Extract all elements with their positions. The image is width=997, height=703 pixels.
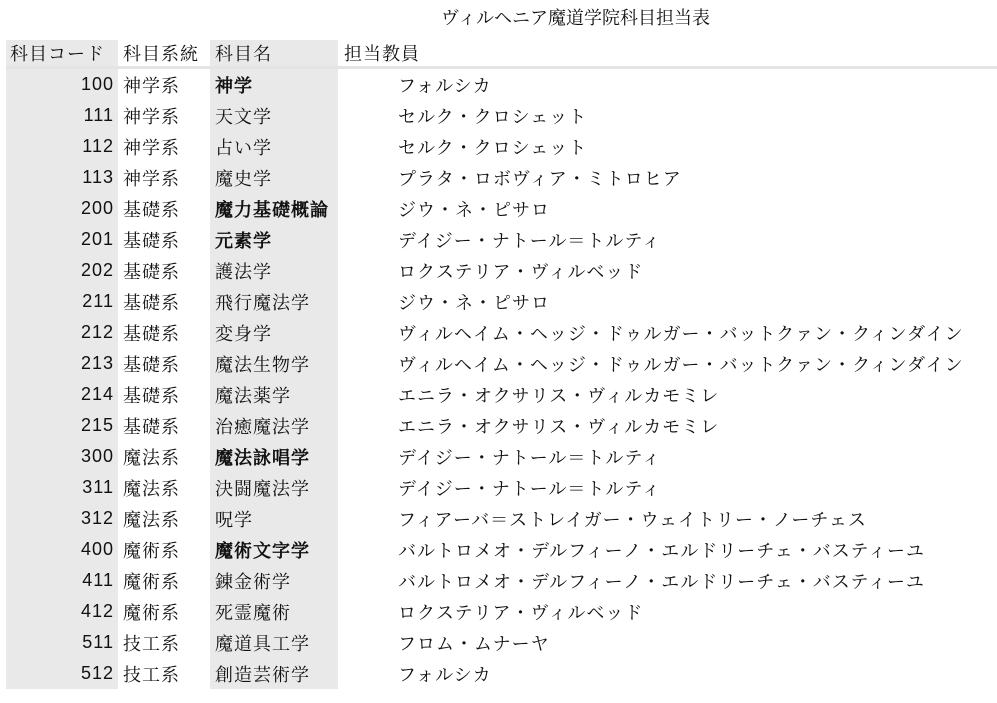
subject-category-cell: 魔法系	[118, 503, 210, 534]
subject-category-cell: 基礎系	[118, 317, 210, 348]
teacher-name-cell: ジウ・ネ・ピサロ	[338, 193, 997, 224]
column-header-category: 科目系統	[118, 40, 210, 68]
subject-category-cell: 技工系	[118, 627, 210, 658]
table-row	[6, 410, 997, 441]
table-row	[6, 441, 997, 472]
subject-name-cell: 魔術文字学	[210, 534, 338, 565]
subject-name-cell: 飛行魔法学	[210, 286, 338, 317]
subject-category-cell: 基礎系	[118, 379, 210, 410]
table-row	[6, 658, 997, 689]
subject-name-cell: 錬金術学	[210, 565, 338, 596]
subject-code-cell: 215	[6, 410, 118, 441]
subject-name-cell: 護法学	[210, 255, 338, 286]
teacher-name-cell: フォルシカ	[338, 68, 997, 101]
subject-category-cell: 基礎系	[118, 348, 210, 379]
subject-category-cell: 神学系	[118, 162, 210, 193]
subject-name-cell: 変身学	[210, 317, 338, 348]
table-row	[6, 503, 997, 534]
subject-code-cell: 111	[6, 100, 118, 131]
teacher-name-cell: ヴィルヘイム・ヘッジ・ドゥルガー・バットクァン・クィンダイン	[338, 348, 997, 379]
teacher-name-cell: デイジー・ナトール＝トルティ	[338, 472, 997, 503]
subject-name-cell: 魔法生物学	[210, 348, 338, 379]
table-row	[6, 596, 997, 627]
table-row	[6, 348, 997, 379]
subject-code-cell: 112	[6, 131, 118, 162]
subject-code-cell: 311	[6, 472, 118, 503]
subject-code-cell: 213	[6, 348, 118, 379]
subject-code-cell: 200	[6, 193, 118, 224]
teacher-name-cell: デイジー・ナトール＝トルティ	[338, 441, 997, 472]
subject-category-cell: 基礎系	[118, 410, 210, 441]
teacher-name-cell: フィアーバ＝ストレイガー・ウェイトリー・ノーチェス	[338, 503, 997, 534]
subject-name-cell: 決闘魔法学	[210, 472, 338, 503]
subject-code-cell: 211	[6, 286, 118, 317]
subject-name-cell: 魔道具工学	[210, 627, 338, 658]
subject-assignment-table	[6, 40, 997, 689]
teacher-name-cell: フォルシカ	[338, 658, 997, 689]
table-row	[6, 224, 997, 255]
table-row	[6, 162, 997, 193]
subject-category-cell: 神学系	[118, 68, 210, 101]
teacher-name-cell: ジウ・ネ・ピサロ	[338, 286, 997, 317]
subject-code-cell: 300	[6, 441, 118, 472]
subject-category-cell: 魔術系	[118, 565, 210, 596]
teacher-name-cell: ロクステリア・ヴィルベッド	[338, 255, 997, 286]
column-header-subject-name: 科目名	[210, 40, 338, 68]
column-header-teacher: 担当教員	[338, 40, 997, 68]
subject-code-cell: 212	[6, 317, 118, 348]
subject-category-cell: 魔術系	[118, 534, 210, 565]
subject-name-cell: 天文学	[210, 100, 338, 131]
subject-name-cell: 神学	[210, 68, 338, 101]
subject-code-cell: 214	[6, 379, 118, 410]
subject-category-cell: 神学系	[118, 100, 210, 131]
teacher-name-cell: デイジー・ナトール＝トルティ	[338, 224, 997, 255]
table-header-row	[6, 40, 997, 68]
subject-code-cell: 100	[6, 68, 118, 101]
column-header-subject-code: 科目コード	[6, 40, 118, 68]
table-row	[6, 534, 997, 565]
table-row	[6, 317, 997, 348]
subject-name-cell: 元素学	[210, 224, 338, 255]
subject-name-cell: 創造芸術学	[210, 658, 338, 689]
teacher-name-cell: ロクステリア・ヴィルベッド	[338, 596, 997, 627]
subject-code-cell: 202	[6, 255, 118, 286]
table-row	[6, 68, 997, 101]
subject-name-cell: 治癒魔法学	[210, 410, 338, 441]
subject-category-cell: 基礎系	[118, 224, 210, 255]
page-title: ヴィルヘニア魔道学院科目担当表	[441, 8, 710, 28]
teacher-name-cell: フロム・ムナーヤ	[338, 627, 997, 658]
subject-code-cell: 113	[6, 162, 118, 193]
teacher-name-cell: バルトロメオ・デルフィーノ・エルドリーチェ・バスティーユ	[338, 565, 997, 596]
table-row	[6, 286, 997, 317]
teacher-name-cell: プラタ・ロボヴィア・ミトロヒア	[338, 162, 997, 193]
subject-name-cell: 占い学	[210, 131, 338, 162]
subject-code-cell: 400	[6, 534, 118, 565]
subject-name-cell: 魔法詠唱学	[210, 441, 338, 472]
table-row	[6, 193, 997, 224]
subject-category-cell: 基礎系	[118, 286, 210, 317]
subject-name-cell: 呪学	[210, 503, 338, 534]
subject-category-cell: 魔術系	[118, 596, 210, 627]
subject-category-cell: 魔法系	[118, 441, 210, 472]
subject-name-cell: 死霊魔術	[210, 596, 338, 627]
subject-category-cell: 魔法系	[118, 472, 210, 503]
teacher-name-cell: ヴィルヘイム・ヘッジ・ドゥルガー・バットクァン・クィンダイン	[338, 317, 997, 348]
subject-category-cell: 基礎系	[118, 255, 210, 286]
subject-name-cell: 魔史学	[210, 162, 338, 193]
table-row	[6, 565, 997, 596]
table-row	[6, 627, 997, 658]
subject-category-cell: 技工系	[118, 658, 210, 689]
table-row	[6, 100, 997, 131]
subject-code-cell: 201	[6, 224, 118, 255]
table-row	[6, 131, 997, 162]
teacher-name-cell: セルク・クロシェット	[338, 100, 997, 131]
subject-category-cell: 基礎系	[118, 193, 210, 224]
teacher-name-cell: エニラ・オクサリス・ヴィルカモミレ	[338, 410, 997, 441]
table-row	[6, 255, 997, 286]
subject-name-cell: 魔法薬学	[210, 379, 338, 410]
table-row	[6, 472, 997, 503]
subject-code-cell: 312	[6, 503, 118, 534]
subject-code-cell: 512	[6, 658, 118, 689]
subject-code-cell: 411	[6, 565, 118, 596]
subject-code-cell: 412	[6, 596, 118, 627]
subject-name-cell: 魔力基礎概論	[210, 193, 338, 224]
subject-category-cell: 神学系	[118, 131, 210, 162]
teacher-name-cell: バルトロメオ・デルフィーノ・エルドリーチェ・バスティーユ	[338, 534, 997, 565]
subject-code-cell: 511	[6, 627, 118, 658]
table-row	[6, 379, 997, 410]
teacher-name-cell: エニラ・オクサリス・ヴィルカモミレ	[338, 379, 997, 410]
teacher-name-cell: セルク・クロシェット	[338, 131, 997, 162]
